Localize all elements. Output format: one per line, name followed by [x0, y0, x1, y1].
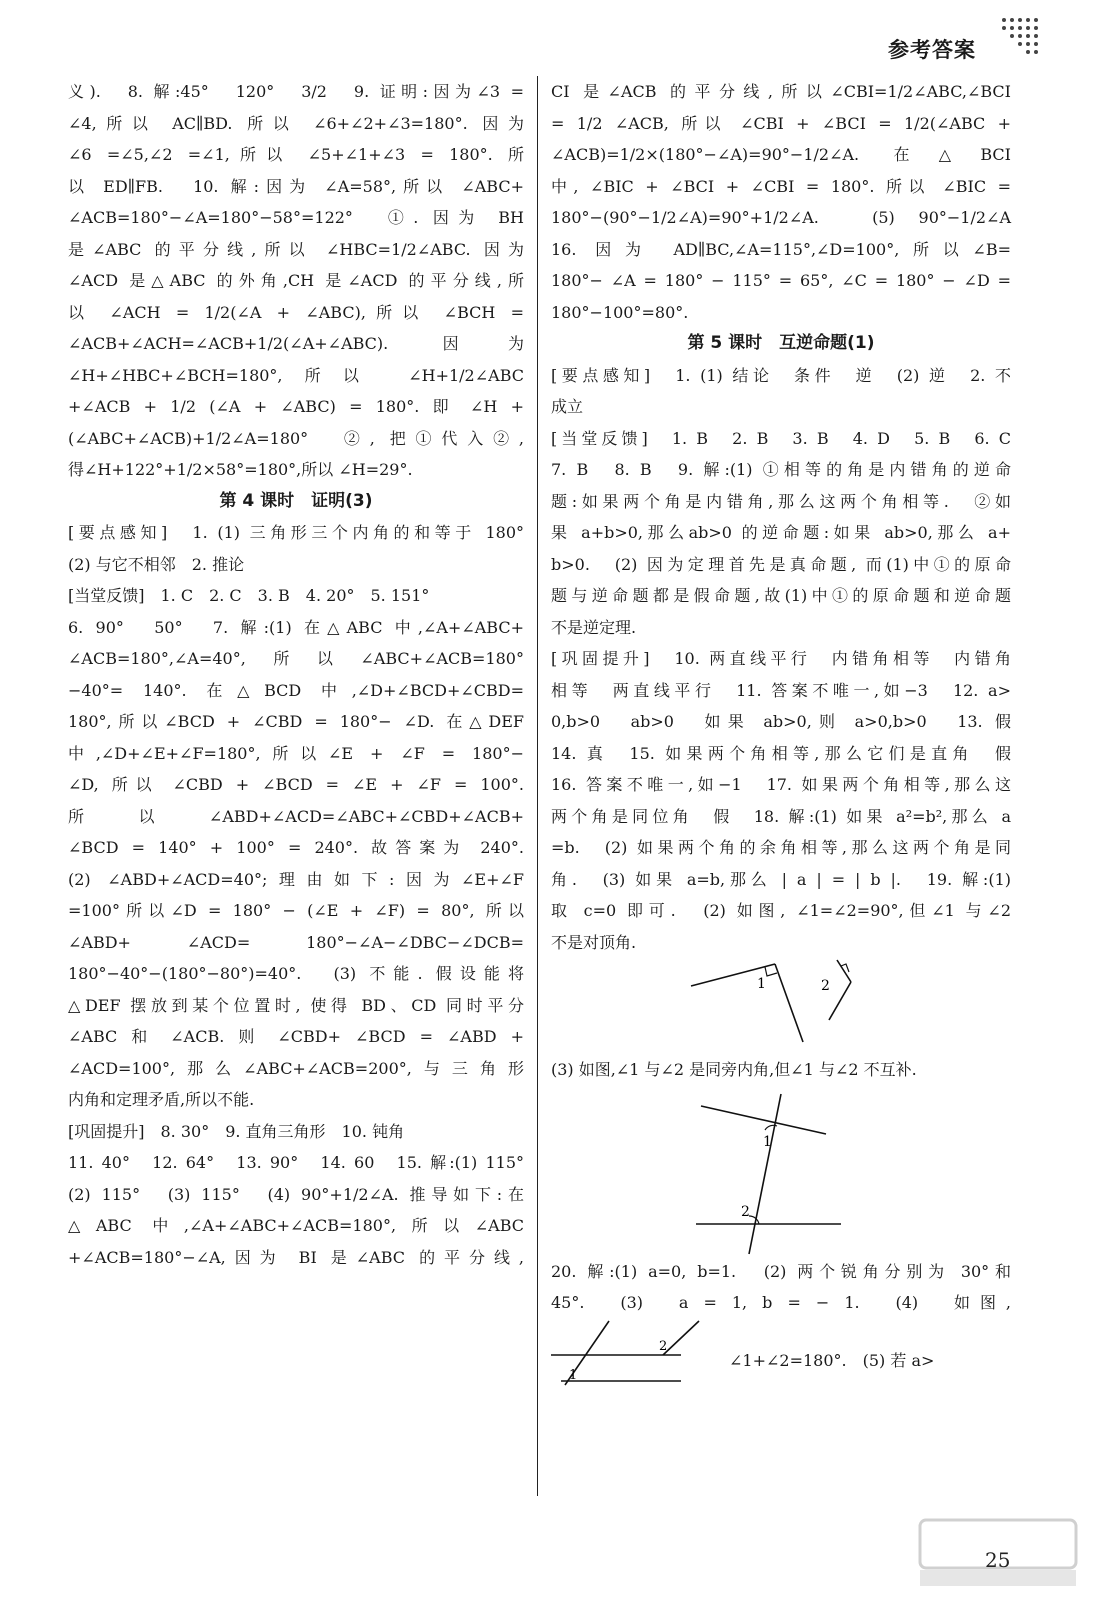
text-line: 180°−(90°−1/2∠A)=90°+1/2∠A. (5) 90°−1/2∠A [551, 208, 1011, 227]
text-line: ∠ACD=100°,那么∠ABC+∠ACB=200°,与三角形 [68, 1058, 524, 1078]
text-line: −40°= 140°. 在△BCD 中,∠D+∠BCD+∠CBD= [68, 680, 524, 700]
text-line: =b. (2) 如果两个角的余角相等,那么这两个角是同 [551, 838, 1011, 857]
text-line: 果 a+b>0,那么ab>0 的逆命题:如果 ab>0,那么 a+ [551, 523, 1011, 542]
text-line: 题与逆命题都是假命题,故(1)中①的原命题和逆命题 [551, 586, 1011, 605]
text-line: +∠ACB=180°−∠A,因为 BI 是∠ABC 的平分线, [68, 1247, 524, 1267]
text-line: 180°−100°=80°. [551, 302, 689, 322]
figure-q20 [551, 1319, 701, 1399]
text-line: 16. 答案不唯一,如−1 17. 如果两个角相等,那么这 [551, 775, 1011, 794]
text-line: (2) 115° (3) 115° (4) 90°+1/2∠A. 推导如下:在 [68, 1184, 524, 1204]
text-line: 义). 8. 解:45° 120° 3/2 9. 证明:因为∠3 = [68, 82, 524, 101]
section-heading-lesson-5: 第 5 课时 互逆命题(1) [687, 333, 875, 353]
text-line: [巩固提升] 8. 30° 9. 直角三角形 10. 钝角 [68, 1121, 405, 1141]
text-line: 不是对顶角. [551, 932, 637, 952]
text-line: 180°− ∠A = 180° − 115° = 65°, ∠C = 180° − ∠D = [551, 271, 1011, 290]
text-line: [当堂反馈] 1. C 2. C 3. B 4. 20° 5. 151° [68, 586, 430, 605]
text-line: ∠1+∠2=180°. (5) 若 a> [729, 1350, 935, 1370]
text-line: ∠ACB=180°−∠A=180°−58°=122° ①. 因为 BH [68, 208, 524, 227]
text-line: 成立 [551, 397, 584, 416]
text-line: ∠ABD+ ∠ACD= 180°−∠A−∠DBC−∠DCB= [68, 932, 524, 952]
text-line: 6. 90° 50° 7. 解:(1) 在△ABC 中,∠A+∠ABC+ [68, 617, 524, 637]
text-line: 相等 两直线平行 11. 答案不唯一,如−3 12. a> [551, 680, 1011, 700]
text-line: 是∠ABC 的平分线,所以 ∠HBC=1/2∠ABC. 因为 [68, 239, 524, 259]
text-line: 中, ∠BIC + ∠BCI + ∠CBI = 180°. 所以 ∠BIC = [551, 176, 1011, 196]
text-line: 7. B 8. B 9. 解:(1) ①相等的角是内错角的逆命 [551, 460, 1011, 479]
section-heading-lesson-4: 第 4 课时 证明(3) [219, 490, 373, 511]
text-line: ∠ACB=180°,∠A=40°,所以∠ABC+∠ACB=180° [68, 649, 524, 668]
text-line: =100°所以∠D = 180° − (∠E + ∠F) = 80°, 所以 [68, 901, 524, 920]
text-line: 两个角是同位角 假 18. 解:(1) 如果 a²=b²,那么 a [551, 806, 1011, 826]
text-line: b>0. (2) 因为定理首先是真命题, 而(1)中①的原命 [551, 554, 1011, 574]
text-line: 180°−40°−(180°−80°)=40°. (3) 不能. 假设能将 [68, 964, 524, 983]
text-line: (∠ABC+∠ACB)+1/2∠A=180° ②, 把①代入②, [68, 428, 524, 448]
text-line: ∠H+∠HBC+∠BCH=180°,所以 ∠H+1/2∠ABC [68, 365, 524, 385]
angle-label-1: 1 [763, 1133, 772, 1150]
text-line: ∠6 =∠5,∠2 =∠1,所以 ∠5+∠1+∠3 = 180°. 所 [68, 145, 524, 164]
text-line: 以 ∠ACH = 1/2(∠A + ∠ABC),所以 ∠BCH = [68, 302, 524, 322]
text-line: (3) 如图,∠1 与∠2 是同旁内角,但∠1 与∠2 不互补. [551, 1060, 917, 1079]
text-line: 11. 40° 12. 64° 13. 90° 14. 60 15. 解:(1) 115° [68, 1153, 524, 1172]
text-line: (2) 与它不相邻 2. 推论 [68, 554, 245, 574]
left-column [68, 76, 524, 1273]
text-line: = 1/2 ∠ACB, 所以 ∠CBI + ∠BCI = 1/2(∠ABC + [551, 113, 1011, 133]
text-line: ∠ACB+∠ACH=∠ACB+1/2(∠A+∠ABC). 因为 [68, 334, 524, 353]
figure-q19-3 [551, 1086, 1011, 1256]
text-line: +∠ACB + 1/2 (∠A + ∠ABC) = 180°. 即 ∠H + [68, 397, 524, 416]
text-line: [要点感知] 1. (1) 三角形三个内角的和等于 180° [68, 523, 524, 542]
text-line: ∠ACB)=1/2×(180°−∠A)=90°−1/2∠A. 在△BCI [551, 145, 1011, 164]
text-line: 取 c=0 即可. (2) 如图, ∠1=∠2=90°,但∠1 与∠2 [551, 901, 1011, 920]
header-title: 参考答案 [888, 38, 976, 62]
text-line: 所以∠ABD+∠ACD=∠ABC+∠CBD+∠ACB+ [68, 806, 524, 826]
angle-label-2: 2 [821, 978, 830, 994]
text-line: 不是逆定理. [551, 617, 637, 637]
figure-q19-2 [551, 958, 1011, 1054]
column-divider [537, 76, 538, 1496]
text-line: △DEF 摆放到某个位置时, 使得 BD、CD 同时平分 [68, 995, 524, 1015]
text-line: [巩固提升] 10. 两直线平行 内错角相等 内错角 [551, 649, 1011, 668]
text-line: [当堂反馈] 1. B 2. B 3. B 4. D 5. B 6. C [551, 428, 1011, 448]
page-number: 25 [985, 1548, 1011, 1572]
figure-q20-row [551, 1319, 1011, 1399]
text-line: △ABC 中,∠A+∠ABC+∠ACB=180°,所以∠ABC [68, 1216, 524, 1235]
text-line: CI 是∠ACB 的平分线,所以∠CBI=1/2∠ABC,∠BCI [551, 82, 1011, 101]
text-line: ∠4,所以 AC∥BD. 所以 ∠6+∠2+∠3=180°. 因为 [68, 113, 524, 133]
angle-label-2: 2 [659, 1338, 668, 1354]
text-line: 内角和定理矛盾,所以不能. [68, 1090, 255, 1109]
text-line: 0,b>0 ab>0 如果 ab>0,则 a>0,b>0 13. 假 [551, 712, 1011, 731]
angle-label-1: 1 [757, 976, 766, 992]
text-line: 45°. (3) a = 1, b = − 1. (4) 如图, [551, 1293, 1011, 1312]
text-line: 20. 解:(1) a=0, b=1. (2) 两个锐角分别为 30°和 [551, 1261, 1011, 1281]
text-line: 以 ED∥FB. 10. 解:因为 ∠A=58°,所以 ∠ABC+ [68, 176, 524, 196]
text-line: ∠D, 所以 ∠CBD + ∠BCD = ∠E + ∠F = 100°. [68, 775, 524, 794]
right-column [551, 76, 1011, 1399]
text-line: 中,∠D+∠E+∠F=180°,所以∠E + ∠F = 180°− [68, 743, 524, 763]
text-line: ∠ACD 是△ABC 的外角,CH 是∠ACD 的平分线,所 [68, 271, 524, 290]
text-line: ∠ABC 和 ∠ACB. 则 ∠CBD+ ∠BCD = ∠ABD + [68, 1027, 524, 1046]
text-line: (2) ∠ABD+∠ACD=40°;理由如下:因为∠E+∠F [68, 869, 524, 889]
text-line: 题:如果两个角是内错角,那么这两个角相等. ②如 [551, 491, 1011, 511]
text-line: 16. 因为 AD∥BC,∠A=115°,∠D=100°,所以∠B= [551, 239, 1011, 259]
angle-label-2: 2 [741, 1203, 750, 1220]
text-line: 得∠H+122°+1/2×58°=180°,所以 ∠H=29°. [68, 460, 413, 479]
text-line: ∠BCD = 140° + 100° = 240°. 故答案为 240°. [68, 838, 524, 857]
text-line: 180°,所以∠BCD + ∠CBD = 180°− ∠D. 在△DEF [68, 712, 524, 731]
header-dots-decoration [1000, 16, 1040, 56]
text-line: [要点感知] 1. (1) 结论 条件 逆 (2) 逆 2. 不 [551, 365, 1011, 385]
angle-label-1: 1 [569, 1367, 578, 1383]
text-line: 14. 真 15. 如果两个角相等,那么它们是直角 假 [551, 743, 1011, 763]
text-line: 角. (3) 如果 a=b,那么 | a | = | b |. 19. 解:(1) [551, 869, 1011, 889]
